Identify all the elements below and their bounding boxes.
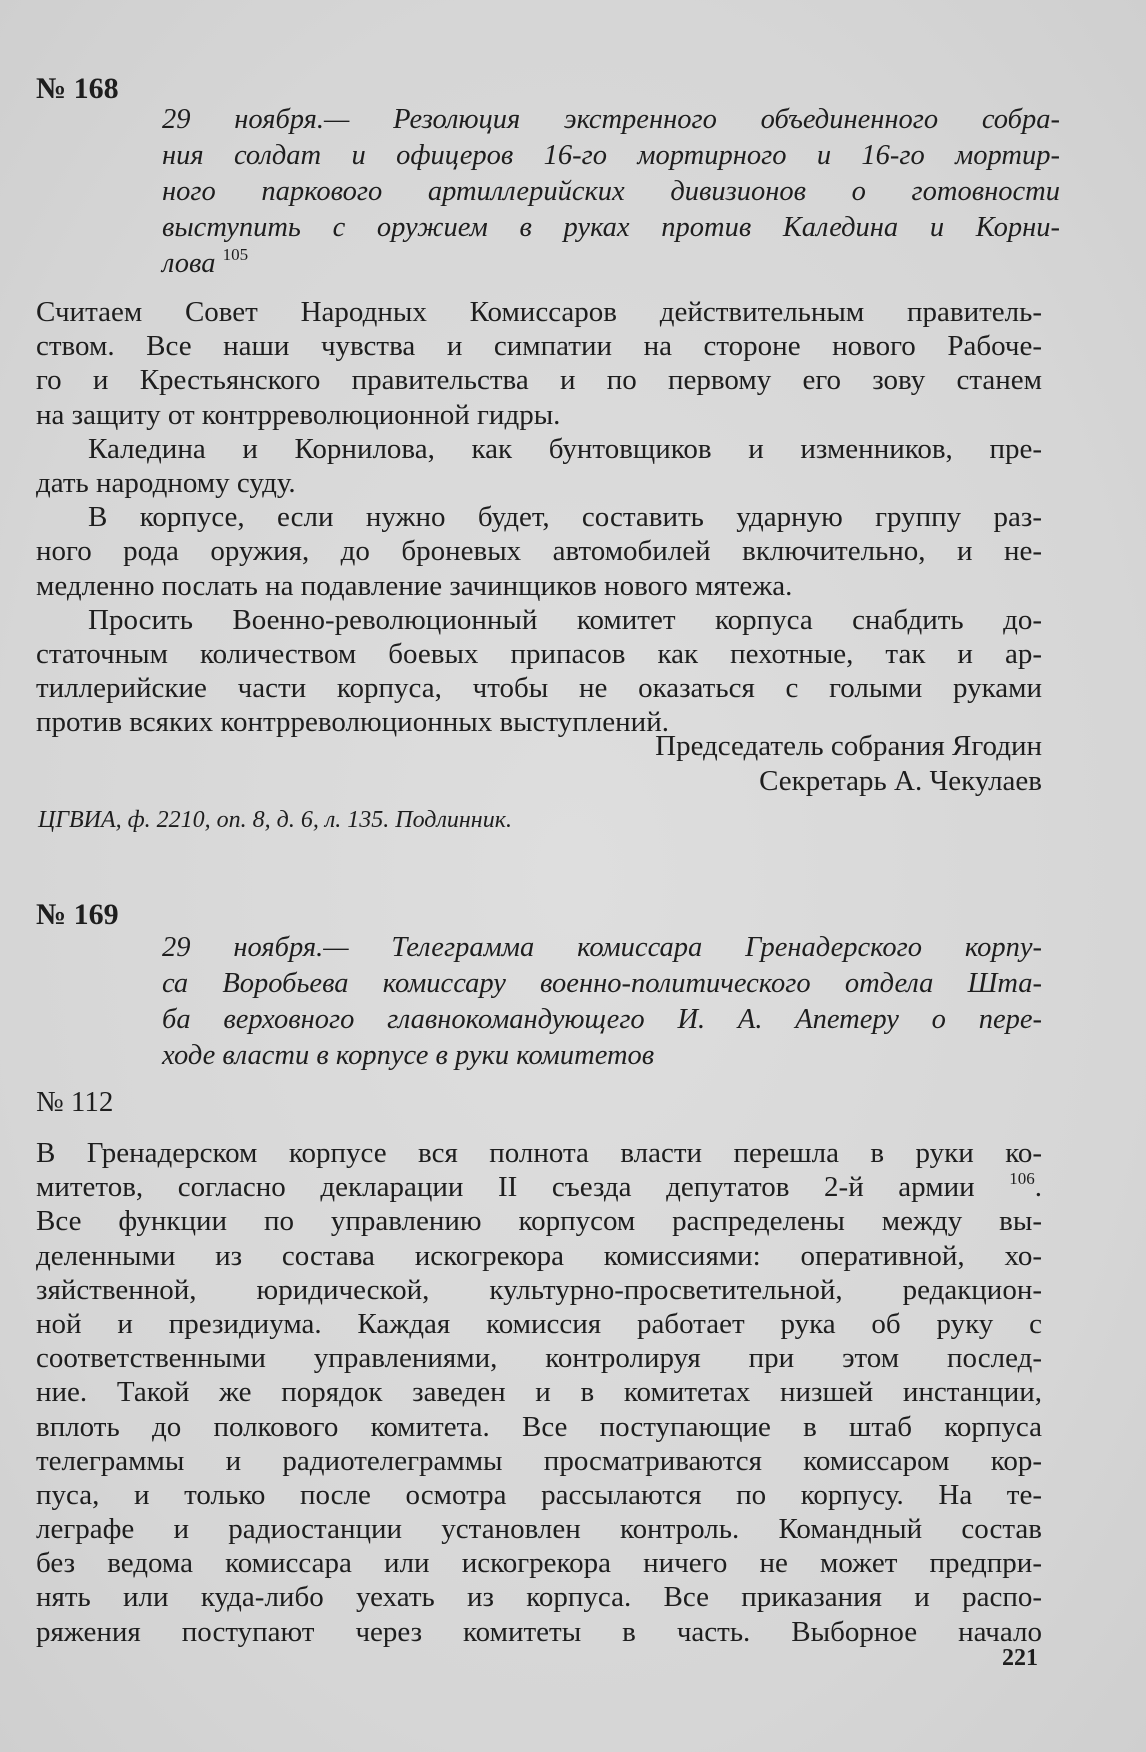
signature-secretary: Секретарь А. Чекулаев	[759, 765, 1042, 797]
body-line: леграфе и радиостанции установлен контроль. Командный состав	[36, 1513, 1042, 1546]
heading-text: лова	[162, 248, 216, 279]
body-line: В Гренадерском корпусе вся полнота власти перешла в руки ко-	[36, 1137, 1042, 1169]
body-line: тиллерийские части корпуса, чтобы не оказаться с голыми руками	[36, 672, 1042, 705]
body-line: ством. Все наши чувства и симпатии на стороне нового Рабоче-	[36, 330, 1042, 363]
body-line: ряжения поступают через комитеты в часть. Выборное начало	[36, 1615, 1042, 1648]
body-line: В корпусе, если нужно будет, составить ударную группу раз-	[88, 501, 1042, 534]
heading-line: ходе власти в корпусе в руки комитетов	[162, 1040, 655, 1071]
body-line: статочным количеством боевых припасов как пехотные, так и ар-	[36, 637, 1042, 670]
body-line: телеграммы и радиотелеграммы просматриваются комиссаром кор-	[36, 1444, 1042, 1477]
heading-line: 29 ноября.— Резолюция экстренного объединенного собра-	[162, 104, 1060, 135]
document-168-heading	[162, 102, 1060, 282]
body-line: ного рода оружия, до броневых автомобилей включительно, и не-	[36, 535, 1042, 568]
body-line: зяйственной, юридической, культурно-просветительной, редакцион-	[36, 1273, 1042, 1306]
document-169-body	[36, 1136, 1042, 1649]
body-line: на защиту от контрреволюционной гидры.	[36, 398, 561, 431]
heading-line: ба верховного главнокомандующего И. А. Апетеру о пере-	[162, 1004, 1042, 1035]
body-line: соответственными управлениями, контролируя при этом послед-	[36, 1342, 1042, 1375]
heading-line: 29 ноября.— Телеграмма комиссара Гренадерского корпу-	[162, 932, 1042, 963]
signature-chair: Председатель собрания Ягодин	[655, 730, 1042, 762]
heading-line-last	[162, 246, 1060, 282]
document-number-168: № 168	[36, 72, 119, 105]
body-line-with-footnote	[36, 1170, 1042, 1204]
archive-source: ЦГВИА, ф. 2210, оп. 8, д. 6, л. 135. Подлинник.	[38, 807, 512, 833]
document-reference: № 112	[36, 1086, 114, 1118]
body-line: медленно послать на подавление зачинщиков нового мятежа.	[36, 569, 793, 602]
heading-line: са Воробьева комиссару военно-политического отдела Шта-	[162, 968, 1042, 999]
body-line: Каледина и Корнилова, как бунтовщиков и изменников, пре-	[88, 432, 1042, 465]
body-line: без ведома комиссара или искогрекора ничего не может предпри-	[36, 1547, 1042, 1580]
body-line: нять или куда-либо уехать из корпуса. Все приказания и распо-	[36, 1581, 1042, 1614]
body-line: ние. Такой же порядок заведен и в комитетах низшей инстанции,	[36, 1376, 1042, 1409]
body-line: пуса, и только после осмотра рассылаются по корпусу. На те-	[36, 1478, 1042, 1511]
body-line: против всяких контрреволюционных выступлений.	[36, 706, 669, 739]
body-line: Просить Военно-революционный комитет корпуса снабдить до-	[88, 603, 1042, 636]
body-line: Все функции по управлению корпусом распределены между вы-	[36, 1205, 1042, 1238]
punctuation: .	[1034, 1171, 1042, 1204]
heading-line: ния солдат и офицеров 16-го мортирного и 16-го мортир-	[162, 140, 1060, 171]
footnote-ref-106: 106	[1009, 1169, 1035, 1189]
body-line: деленными из состава искогрекора комиссиями: оперативной, хо-	[36, 1239, 1042, 1272]
body-line: дать народному суду.	[36, 466, 296, 499]
document-169-heading	[162, 930, 1042, 1074]
body-line: го и Крестьянского правительства и по первому его зову станем	[36, 364, 1042, 397]
document-number-169: № 169	[36, 898, 119, 931]
body-line: ной и президиума. Каждая комиссия работает рука об руку с	[36, 1307, 1042, 1340]
heading-line: выступить с оружием в руках против Каледина и Корни-	[162, 212, 1060, 243]
heading-line: ного паркового артиллерийских дивизионов о готовности	[162, 176, 1060, 207]
body-text: митетов, согласно декларации II съезда депутатов 2-й армии	[36, 1171, 975, 1204]
body-line: Считаем Совет Народных Комиссаров действительным правитель-	[36, 296, 1042, 328]
document-168-body	[36, 295, 1042, 739]
page-number: 221	[1002, 1645, 1038, 1671]
footnote-ref-105: 105	[222, 245, 249, 264]
body-line: вплоть до полкового комитета. Все поступающие в штаб корпуса	[36, 1410, 1042, 1443]
footnote-group	[1009, 1171, 1042, 1203]
